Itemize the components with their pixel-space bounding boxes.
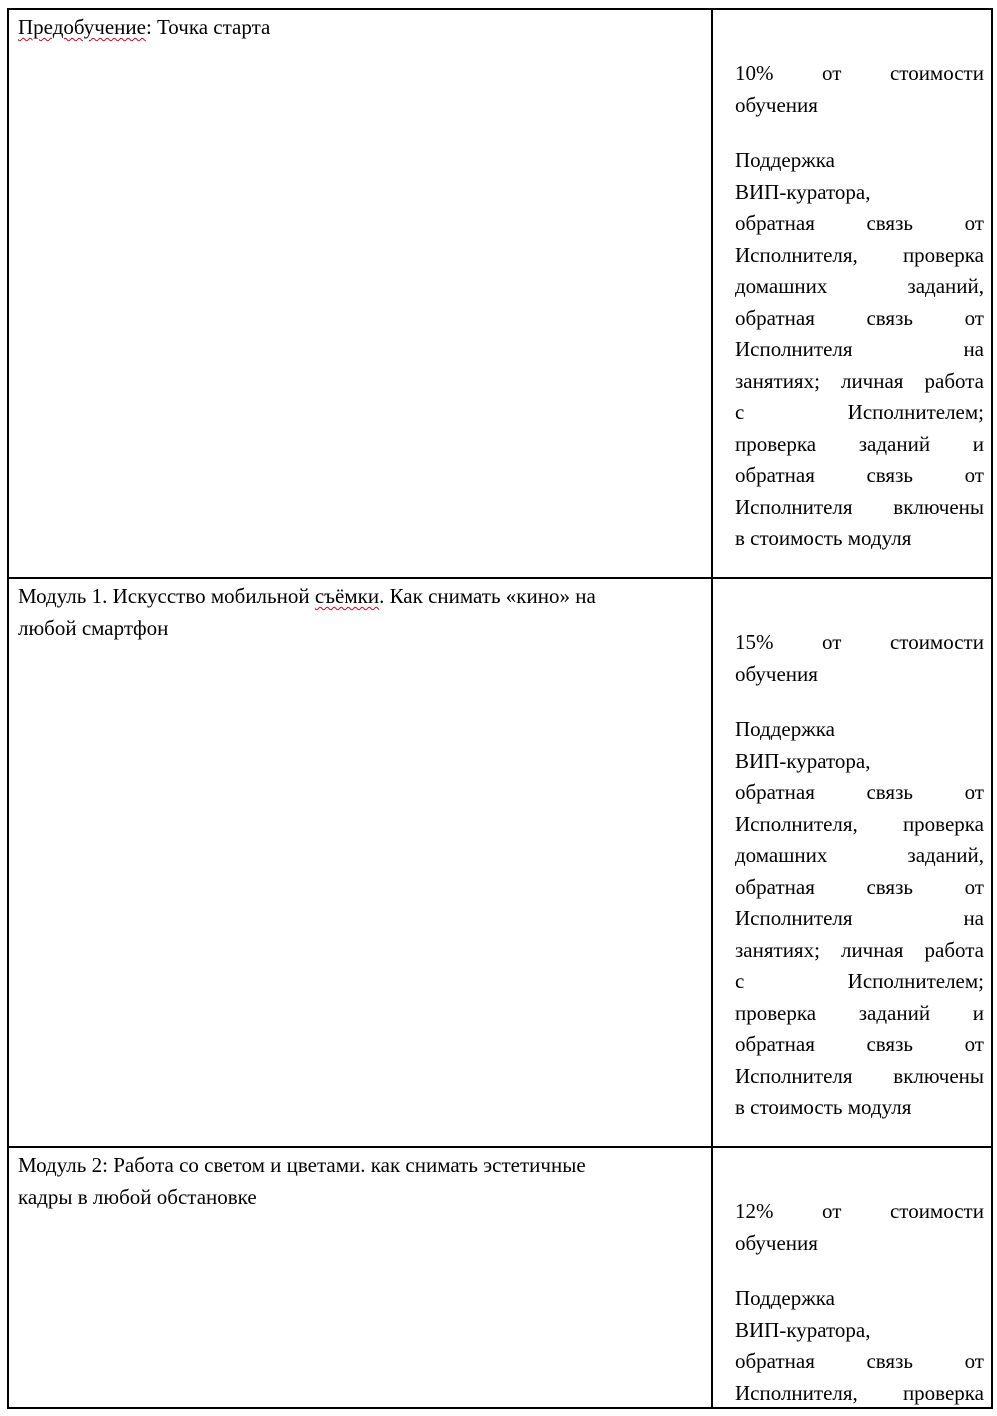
support-line: домашних заданий, xyxy=(735,843,984,867)
percent-value: 15% xyxy=(735,630,774,654)
percent-of-cost xyxy=(735,1196,984,1259)
support-line: Исполнителя, проверка xyxy=(735,1380,984,1405)
percent-word-tuition: обучения xyxy=(735,92,818,117)
support-line: Исполнителя на xyxy=(735,337,984,361)
spellcheck-word: Предобучение xyxy=(18,15,146,39)
support-line: занятиях; личная работа xyxy=(735,937,984,962)
percent-value: 10% xyxy=(735,61,774,85)
support-line: ВИП-куратора, xyxy=(735,748,871,773)
module-terms-1 xyxy=(735,627,984,1124)
support-line: обратная связь от xyxy=(735,1032,984,1056)
module-terms-2 xyxy=(735,1196,984,1409)
module-terms-preliminary xyxy=(735,58,984,555)
support-line: с Исполнителем; xyxy=(735,969,984,993)
support-line: Исполнителя на xyxy=(735,906,984,930)
module-title-text: любой смартфон xyxy=(18,615,169,640)
support-line: домашних заданий, xyxy=(735,274,984,298)
support-description xyxy=(735,1283,984,1409)
module-title-text: Модуль 2: Работа со светом и цветами. как снимать эстетичные xyxy=(18,1153,586,1177)
column-divider xyxy=(711,10,713,1407)
support-line: проверка заданий и xyxy=(735,1000,984,1025)
module-title-text: кадры в любой обстановке xyxy=(18,1184,257,1209)
support-line: в стоимость модуля xyxy=(735,526,912,550)
support-line: занятиях; личная работа xyxy=(735,368,984,393)
module-title-2 xyxy=(18,1150,698,1213)
support-line: Исполнителя, проверка xyxy=(735,811,984,836)
spellcheck-word: съёмки xyxy=(314,584,380,608)
support-line: обратная связь от xyxy=(735,874,984,899)
support-line: обратная связь от xyxy=(735,305,984,330)
support-line: Поддержка xyxy=(735,148,835,172)
percent-word-of: от xyxy=(822,61,842,85)
percent-of-cost xyxy=(735,58,984,121)
support-line: с Исполнителем; xyxy=(735,400,984,424)
module-title-1 xyxy=(18,581,698,644)
support-line: Исполнителя включены xyxy=(735,1063,984,1088)
support-line: ВИП-куратора, xyxy=(735,179,871,204)
support-line: ВИП-куратора, xyxy=(735,1317,871,1342)
support-description xyxy=(735,145,984,555)
module-title-preliminary xyxy=(18,12,698,44)
support-line: обратная связь от xyxy=(735,463,984,487)
support-line: проверка заданий и xyxy=(735,431,984,456)
percent-word-of: от xyxy=(822,630,842,654)
row-divider-1 xyxy=(9,577,991,579)
support-line: Исполнителя, проверка xyxy=(735,242,984,267)
module-title-text: . Как снимать «кино» на xyxy=(379,584,596,608)
support-line: в стоимость модуля xyxy=(735,1095,912,1119)
support-line: Поддержка xyxy=(735,717,835,741)
course-modules-table xyxy=(7,8,993,1409)
support-line: Исполнителя включены xyxy=(735,494,984,519)
support-line: обратная связь от xyxy=(735,211,984,235)
module-title-text: : Точка старта xyxy=(145,15,271,39)
percent-word-cost: стоимости xyxy=(889,630,984,654)
percent-word-of: от xyxy=(822,1199,842,1223)
percent-word-cost: стоимости xyxy=(889,61,984,85)
support-line: обратная связь от xyxy=(735,1349,984,1373)
percent-word-cost: стоимости xyxy=(889,1199,984,1223)
percent-word-tuition: обучения xyxy=(735,1230,818,1255)
row-divider-2 xyxy=(9,1146,991,1148)
percent-value: 12% xyxy=(735,1199,774,1223)
support-line: Поддержка xyxy=(735,1286,835,1310)
percent-of-cost xyxy=(735,627,984,690)
percent-word-tuition: обучения xyxy=(735,661,818,686)
support-line: обратная связь от xyxy=(735,780,984,804)
support-description xyxy=(735,714,984,1124)
module-title-text: Модуль 1. Искусство мобильной xyxy=(18,584,315,608)
